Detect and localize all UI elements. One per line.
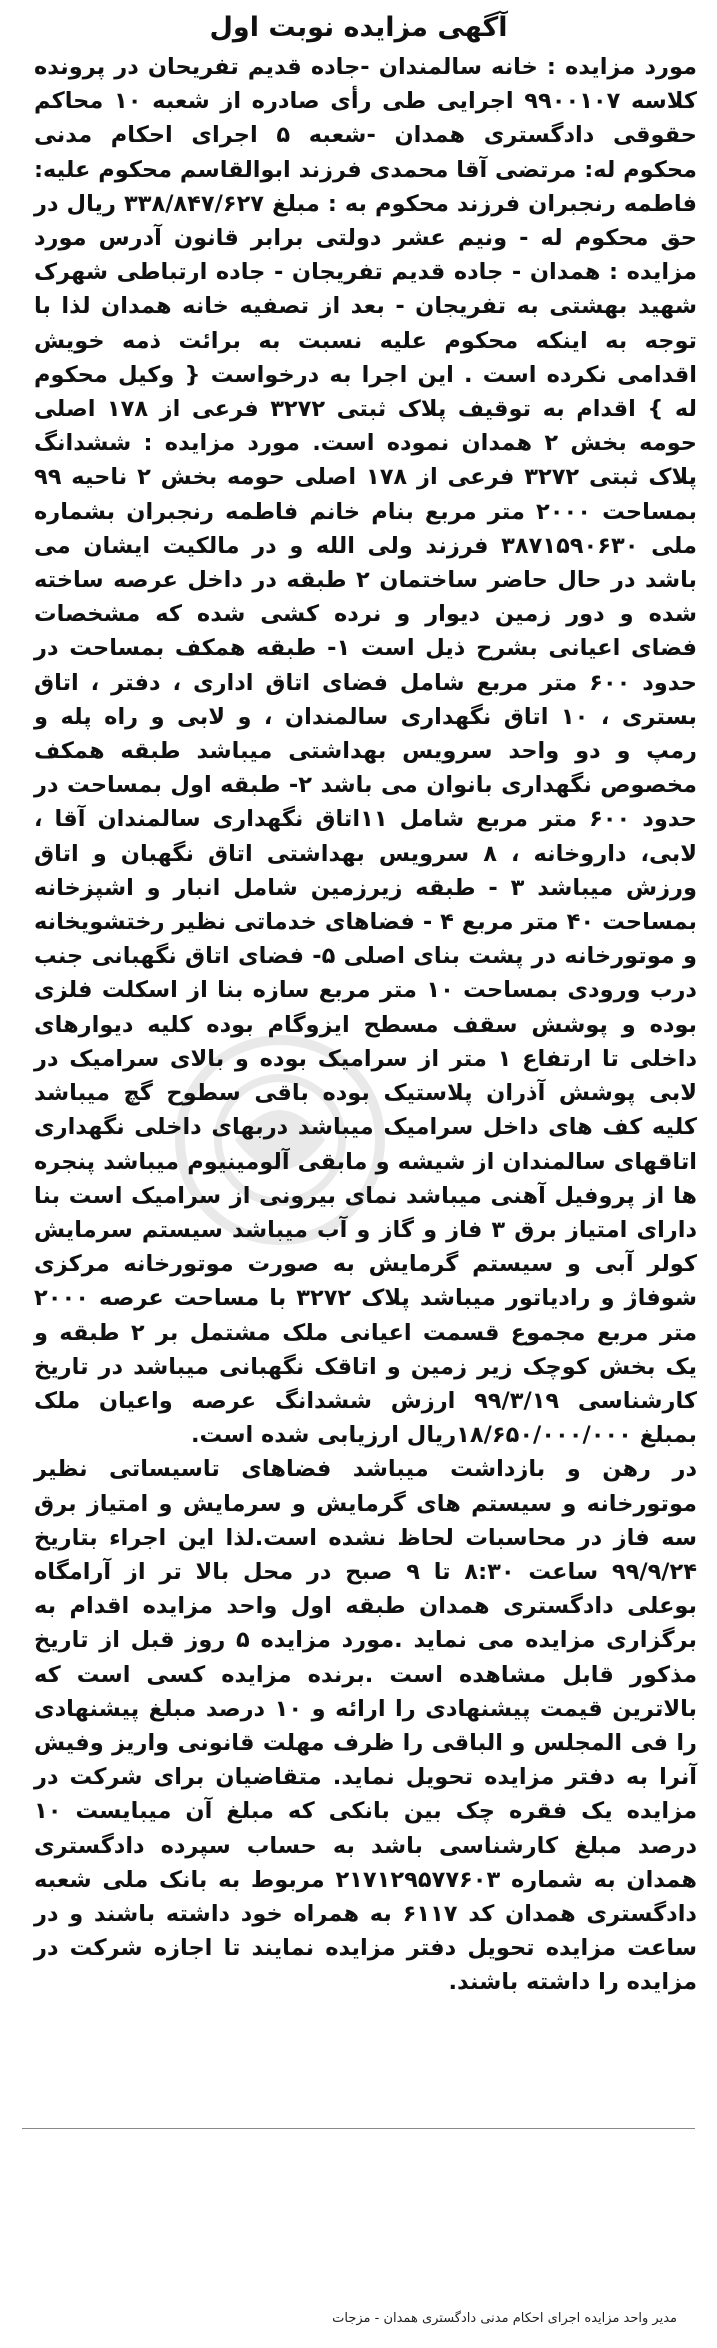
notice-paragraph-1: مورد مزایده : خانه سالمندان -جاده قدیم تفریحان در پرونده کلاسه ۹۹۰۰۱۰۷ اجرایی طی رأی صادره از شعبه ۱۰ محاکم حقوقی دادگستری همدان -شعبه ۵ اجرای احکام مدنی محکوم له: مرتضی آقا محمدی فرزند ابوالقاسم محکوم علیه: فاطمه رنجبران فرزند محکوم به : مبلغ ۳۳۸/۸۴۷/۶۲۷ ریال در حق محکوم له - ونیم عشر دولتی برابر قانون آدرس مورد مزایده : همدان - جاده قدیم تفریجان - جاده ارتباطی شهرک شهید بهشتی به تفریجان - بعد از تصفیه خانه همدان لذا با توجه به اینکه محکوم علیه نسبت به برائت ذمه خویش اقدامی نکرده است . این اجرا به درخواست { وکیل محکوم له } اقدام به توقیف پلاک ثبتی ۳۲۷۲ فرعی از ۱۷۸ اصلی حومه بخش ۲ همدان نموده است. مورد مزایده : ششدانگ پلاک ثبتی ۳۲۷۲ فرعی از ۱۷۸ اصلی حومه بخش ۲ ناحیه ۹۹ بمساحت ۲۰۰۰ متر مربع بنام خانم فاطمه رنجبران بشماره ملی ۳۸۷۱۵۹۰۶۳۰ فرزند ولی الله و در مالکیت ایشان می باشد در حال حاضر ساختمان ۲ طبقه در داخل عرصه ساخته شده و دور زمین دیوار و نرده کشی شده که مشخصات فضای اعیانی بشرح ذیل است ۱- طبقه همکف بمساحت در حدود ۶۰۰ متر مربع شامل فضای اتاق اداری ، دفتر ، اتاق بستری ، ۱۰ اتاق نگهداری سالمندان ، و لابی و راه پله و رمپ و دو واحد سرویس بهداشتی میباشد طبقه همکف مخصوص نگهداری بانوان می باشد ۲- طبقه اول بمساحت در حدود ۶۰۰ متر مربع شامل ۱۱اتاق نگهداری سالمندان آقا ، لابی، داروخانه ، ۸ سرویس بهداشتی اتاق نگهبان و اتاق ورزش میباشد ۳ - طبقه زیرزمین شامل انبار و اشپزخانه بمساحت ۴۰ متر مربع ۴ - فضاهای خدماتی نظیر رختشویخانه و موتورخانه در پشت بنای اصلی ۵- فضای اتاق نگهبانی جنب درب ورودی بمساحت ۱۰ متر مربع سازه بنا از اسکلت فلزی بوده و پوشش سقف مسطح ایزوگام بوده کلیه دیوارهای داخلی تا ارتفاع ۱ متر از سرامیک بوده و بالای سرامیک در لابی پوشش آذران پلاستیک بوده باقی سطوح گچ میباشد کلیه کف های داخل سرامیک میباشد دربهای داخلی نگهداری اتاقهای سالمندان از شیشه و مابقی آلومینیوم میباشد پنجره ها از پروفیل آهنی میباشد نمای بیرونی از سرامیک است بنا دارای امتیاز برق ۳ فاز و گاز و آب میباشد سیستم سرمایش کولر آبی و سیستم گرمایش به صورت موتورخانه مرکزی شوفاژ و رادیاتور میباشد پلاک ۳۲۷۲ با مساحت عرصه ۲۰۰۰ متر مربع مجموع قسمت اعیانی ملک مشتمل بر ۲ طبقه و یک بخش کوچک زیر زمین و اتاقک نگهبانی میباشد در تاریخ کارشناسی ۹۹/۳/۱۹ ارزش ششدانگ عرصه واعیان ملک بمبلغ ۱۸/۶۵۰/۰۰۰/۰۰۰ریال ارزیابی شده است.	[34, 54, 698, 1449]
notice-title: آگهی مزایده نوبت اول	[209, 12, 508, 43]
notice-signature: مدیر واحد مزایده اجرای احکام مدنی دادگستری همدان - مزجات	[332, 2311, 677, 2326]
footer-divider	[22, 2128, 695, 2129]
notice-paragraph-2: در رهن و بازداشت میباشد فضاهای تاسیساتی نظیر موتورخانه و سیستم های گرمایش و سرمایش و امتیاز برق سه فاز در محاسبات لحاظ نشده است.لذا این اجراء بتاریخ ۹۹/۹/۲۴ ساعت ۸:۳۰ تا ۹ صبح در محل بالا تر از آرامگاه بوعلی دادگستری همدان طبقه اول واحد مزایده اقدام به برگزاری مزایده می نماید .مورد مزایده ۵ روز قبل از تاریخ مذکور قابل مشاهده است .برنده مزایده کسی است که بالاترین قیمت پیشنهادی را ارائه و ۱۰ درصد مبلغ پیشنهادی را فی المجلس و الباقی را ظرف مهلت قانونی واریز وفیش آنرا به دفتر مزایده تحویل نماید. متقاضیان برای شرکت در مزایده یک فقره چک بین بانکی که مبلغ آن میبایست ۱۰ درصد مبلغ کارشناسی باشد به حساب سپرده دادگستری همدان به شماره ۲۱۷۱۲۹۵۷۷۶۰۳ مربوط به بانک ملی شعبه دادگستری همدان کد ۶۱۱۷ به همراه خود داشته باشند و در ساعت مزایده تحویل دفتر مزایده نمایند تا اجازه شرکت در مزایده را داشته باشند.	[34, 1456, 698, 1996]
notice-body	[34, 50, 697, 2000]
